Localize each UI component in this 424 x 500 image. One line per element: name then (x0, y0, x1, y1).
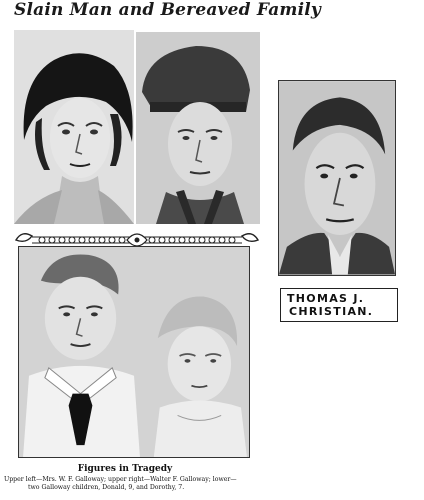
name-plate-text (287, 292, 395, 318)
name-line-1: THOMAS J. (287, 292, 365, 305)
caption-heading: Figures in Tragedy (77, 464, 173, 474)
caption-body (4, 476, 272, 492)
name-plate (280, 288, 398, 322)
photo-lower (18, 246, 250, 458)
photo-upper-right (136, 32, 260, 224)
children-portrait-illustration (19, 247, 249, 457)
name-line-2: CHRISTIAN. (289, 305, 374, 318)
soldier-portrait-illustration (136, 32, 260, 224)
headline: Slain Man and Bereaved Family (14, 0, 321, 20)
caption-line-1: Upper left—Mrs. W. F. Galloway; upper right—Walter F. Galloway; lower— (4, 476, 237, 483)
man-portrait-illustration (279, 81, 395, 275)
photo-right (278, 80, 396, 276)
woman-portrait-illustration (14, 30, 134, 224)
photo-upper-left (14, 30, 134, 224)
caption-line-2: two Galloway children, Donald, 9, and Dorothy, 7. (28, 484, 185, 491)
